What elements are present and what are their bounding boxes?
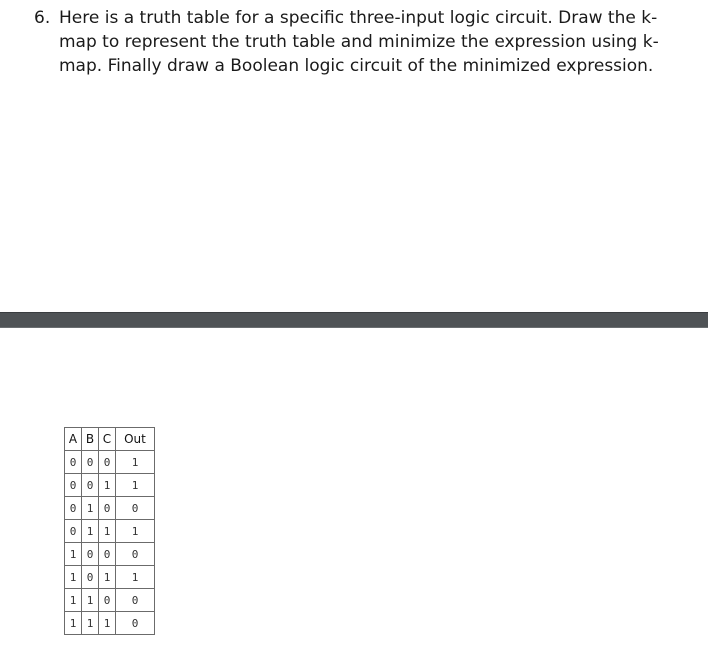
question-line-3: map. Finally draw a Boolean logic circuit of the minimized expression. <box>59 56 654 76</box>
cell-out: 0 <box>116 589 155 612</box>
header-out: Out <box>116 428 155 451</box>
cell-c: 1 <box>99 520 116 543</box>
cell-c: 0 <box>99 543 116 566</box>
truth-table-header-row <box>65 428 155 451</box>
table-row <box>65 566 155 589</box>
cell-out: 1 <box>116 520 155 543</box>
cell-out: 1 <box>116 451 155 474</box>
table-row <box>65 589 155 612</box>
cell-a: 1 <box>65 589 82 612</box>
cell-a: 1 <box>65 612 82 635</box>
cell-a: 1 <box>65 543 82 566</box>
table-row <box>65 612 155 635</box>
cell-b: 0 <box>82 566 99 589</box>
table-row <box>65 543 155 566</box>
cell-b: 1 <box>82 612 99 635</box>
table-row <box>65 451 155 474</box>
cell-c: 1 <box>99 566 116 589</box>
cell-out: 1 <box>116 566 155 589</box>
table-row <box>65 497 155 520</box>
cell-a: 0 <box>65 474 82 497</box>
header-c: C <box>99 428 116 451</box>
section-divider <box>0 312 708 328</box>
cell-c: 1 <box>99 612 116 635</box>
cell-b: 1 <box>82 589 99 612</box>
cell-b: 0 <box>82 474 99 497</box>
cell-out: 1 <box>116 474 155 497</box>
question-text <box>59 6 659 78</box>
cell-c: 1 <box>99 474 116 497</box>
question-line-2: map to represent the truth table and minimize the expression using k- <box>59 32 659 52</box>
cell-c: 0 <box>99 497 116 520</box>
cell-b: 0 <box>82 543 99 566</box>
table-row <box>65 474 155 497</box>
cell-a: 0 <box>65 451 82 474</box>
question-block <box>34 6 659 78</box>
cell-out: 0 <box>116 497 155 520</box>
truth-table <box>64 427 155 635</box>
cell-out: 0 <box>116 612 155 635</box>
cell-a: 0 <box>65 520 82 543</box>
cell-b: 1 <box>82 520 99 543</box>
cell-b: 0 <box>82 451 99 474</box>
header-a: A <box>65 428 82 451</box>
header-b: B <box>82 428 99 451</box>
table-row <box>65 520 155 543</box>
question-line-1: Here is a truth table for a specific three-input logic circuit. Draw the k- <box>59 8 658 28</box>
question-number: 6. <box>34 8 51 28</box>
cell-a: 1 <box>65 566 82 589</box>
cell-out: 0 <box>116 543 155 566</box>
cell-a: 0 <box>65 497 82 520</box>
cell-c: 0 <box>99 451 116 474</box>
cell-c: 0 <box>99 589 116 612</box>
cell-b: 1 <box>82 497 99 520</box>
